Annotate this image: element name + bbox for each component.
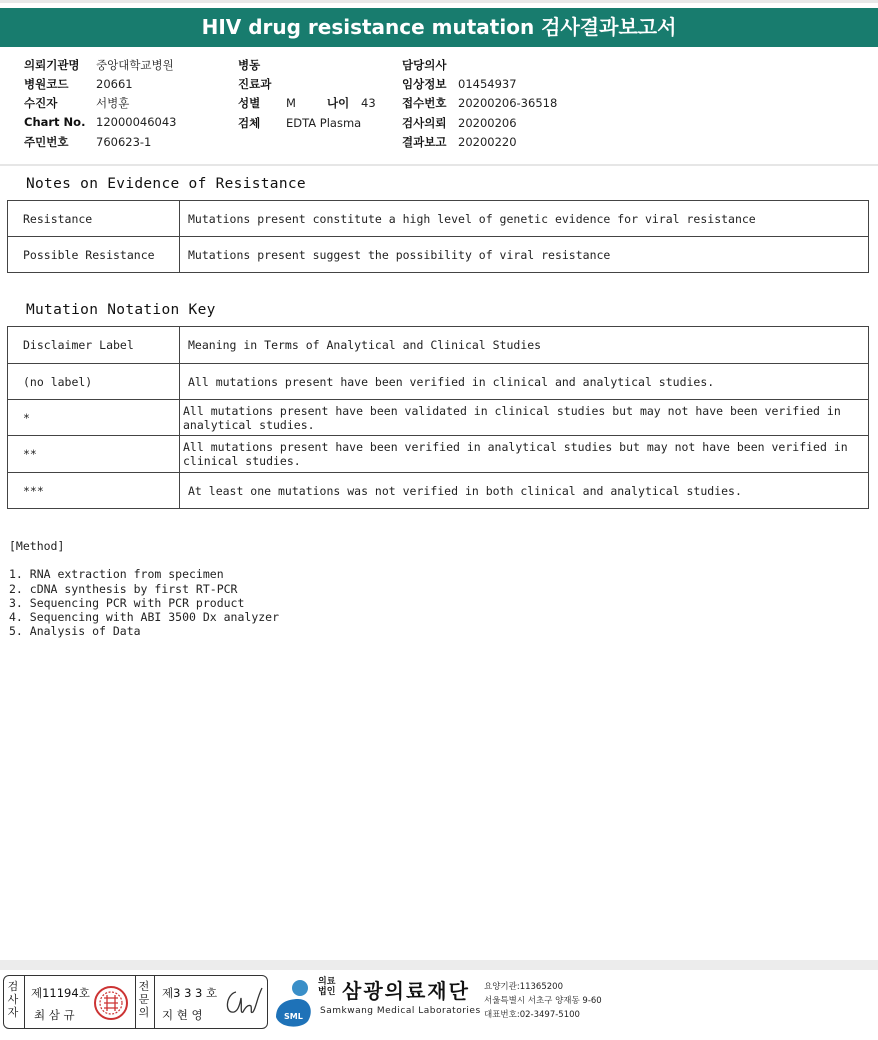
method-section xyxy=(9,539,279,639)
contact-address: 서울특별시 서초구 양재동 9-60 xyxy=(484,996,602,1006)
method-step: 5. Analysis of Data xyxy=(9,624,141,639)
method-step: 3. Sequencing PCR with PCR product xyxy=(9,595,245,610)
key-text: All mutations present have been validated in clinical studies but may not have been verified in analytical studies. xyxy=(180,400,869,436)
contact-institution-code: 요양기관:11365200 xyxy=(484,982,563,992)
key-table xyxy=(7,326,869,509)
top-border xyxy=(0,0,878,3)
info-report-date: 결과보고 20200220 xyxy=(402,135,517,149)
specialist-name: 지 현 영 xyxy=(162,1008,203,1022)
info-age: 나이 43 xyxy=(327,96,376,110)
signature-icon xyxy=(222,984,264,1020)
sml-logo-icon xyxy=(270,977,318,1029)
info-specimen: 검체 EDTA Plasma xyxy=(238,116,362,130)
info-clinical: 임상정보 01454937 xyxy=(402,77,517,91)
table-row xyxy=(8,436,869,473)
specialist-license: 제3 3 3 호 xyxy=(162,986,218,1000)
key-label: Disclaimer Label xyxy=(8,327,180,364)
info-resident-no: 주민번호 760623-1 xyxy=(24,135,152,149)
key-text: At least one mutations was not verified in both clinical and analytical studies. xyxy=(180,473,869,509)
method-step: 4. Sequencing with ABI 3500 Dx analyzer xyxy=(9,610,280,625)
notes-text: Mutations present suggest the possibility of viral resistance xyxy=(180,237,869,273)
org-name-ko: 삼광의료재단 xyxy=(342,979,470,1003)
info-department: 진료과 xyxy=(238,77,272,91)
signature-box xyxy=(3,975,268,1029)
key-text: All mutations present have been verified in clinical and analytical studies. xyxy=(180,364,869,400)
table-row xyxy=(8,473,869,509)
info-physician: 담당의사 xyxy=(402,58,447,72)
tester-license: 제11194호 xyxy=(31,986,90,1000)
sml-logo-text: SML xyxy=(284,1012,303,1021)
notes-label: Possible Resistance xyxy=(8,237,180,273)
report-title: HIV drug resistance mutation 검사결과보고서 xyxy=(0,8,878,47)
table-row xyxy=(8,201,869,237)
seal-stamp-icon xyxy=(93,985,129,1021)
info-ward: 병동 xyxy=(238,58,261,72)
key-text: Meaning in Terms of Analytical and Clinical Studies xyxy=(180,327,869,364)
key-label: *** xyxy=(8,473,180,509)
contact-phone: 대표번호:02-3497-5100 xyxy=(484,1010,580,1020)
specialist-vertical-label: 전 문 의 xyxy=(138,980,150,1019)
divider xyxy=(154,976,155,1028)
info-sex: 성별 M xyxy=(238,96,296,110)
org-name-en: Samkwang Medical Laboratories xyxy=(320,1006,481,1016)
info-patient-name: 수진자 서병훈 xyxy=(24,96,130,110)
notes-label: Resistance xyxy=(8,201,180,237)
key-text: All mutations present have been verified in analytical studies but may not have been verified in clinical studies. xyxy=(180,436,869,473)
divider xyxy=(135,976,136,1028)
info-chart-no: Chart No. 12000046043 xyxy=(24,115,177,129)
tester-name: 최 삼 규 xyxy=(34,1008,75,1022)
section-divider xyxy=(0,164,878,166)
key-label: (no label) xyxy=(8,364,180,400)
notes-text: Mutations present constitute a high level of genetic evidence for viral resistance xyxy=(180,201,869,237)
tester-vertical-label: 검 사 자 xyxy=(7,980,19,1019)
info-receipt-no: 접수번호 20200206-36518 xyxy=(402,96,558,110)
key-label: ** xyxy=(8,436,180,473)
info-request-date: 검사의뢰 20200206 xyxy=(402,116,517,130)
key-title: Mutation Notation Key xyxy=(26,302,216,318)
info-institution: 의뢰기관명 중앙대학교병원 xyxy=(24,58,174,72)
table-row xyxy=(8,327,869,364)
key-label: * xyxy=(8,400,180,436)
organization-block xyxy=(270,975,870,1031)
method-step: 2. cDNA synthesis by first RT-PCR xyxy=(9,581,238,596)
divider xyxy=(24,976,25,1028)
notes-title: Notes on Evidence of Resistance xyxy=(26,176,306,192)
patient-info-section xyxy=(0,54,878,158)
info-hospital-code: 병원코드 20661 xyxy=(24,77,133,91)
table-row xyxy=(8,237,869,273)
notes-table xyxy=(7,200,869,273)
org-prefix: 의료법인 xyxy=(318,977,336,997)
method-step: 1. RNA extraction from specimen xyxy=(9,567,224,582)
table-row xyxy=(8,400,869,436)
table-row xyxy=(8,364,869,400)
footer-divider xyxy=(0,960,878,970)
method-heading: [Method] xyxy=(9,539,65,553)
